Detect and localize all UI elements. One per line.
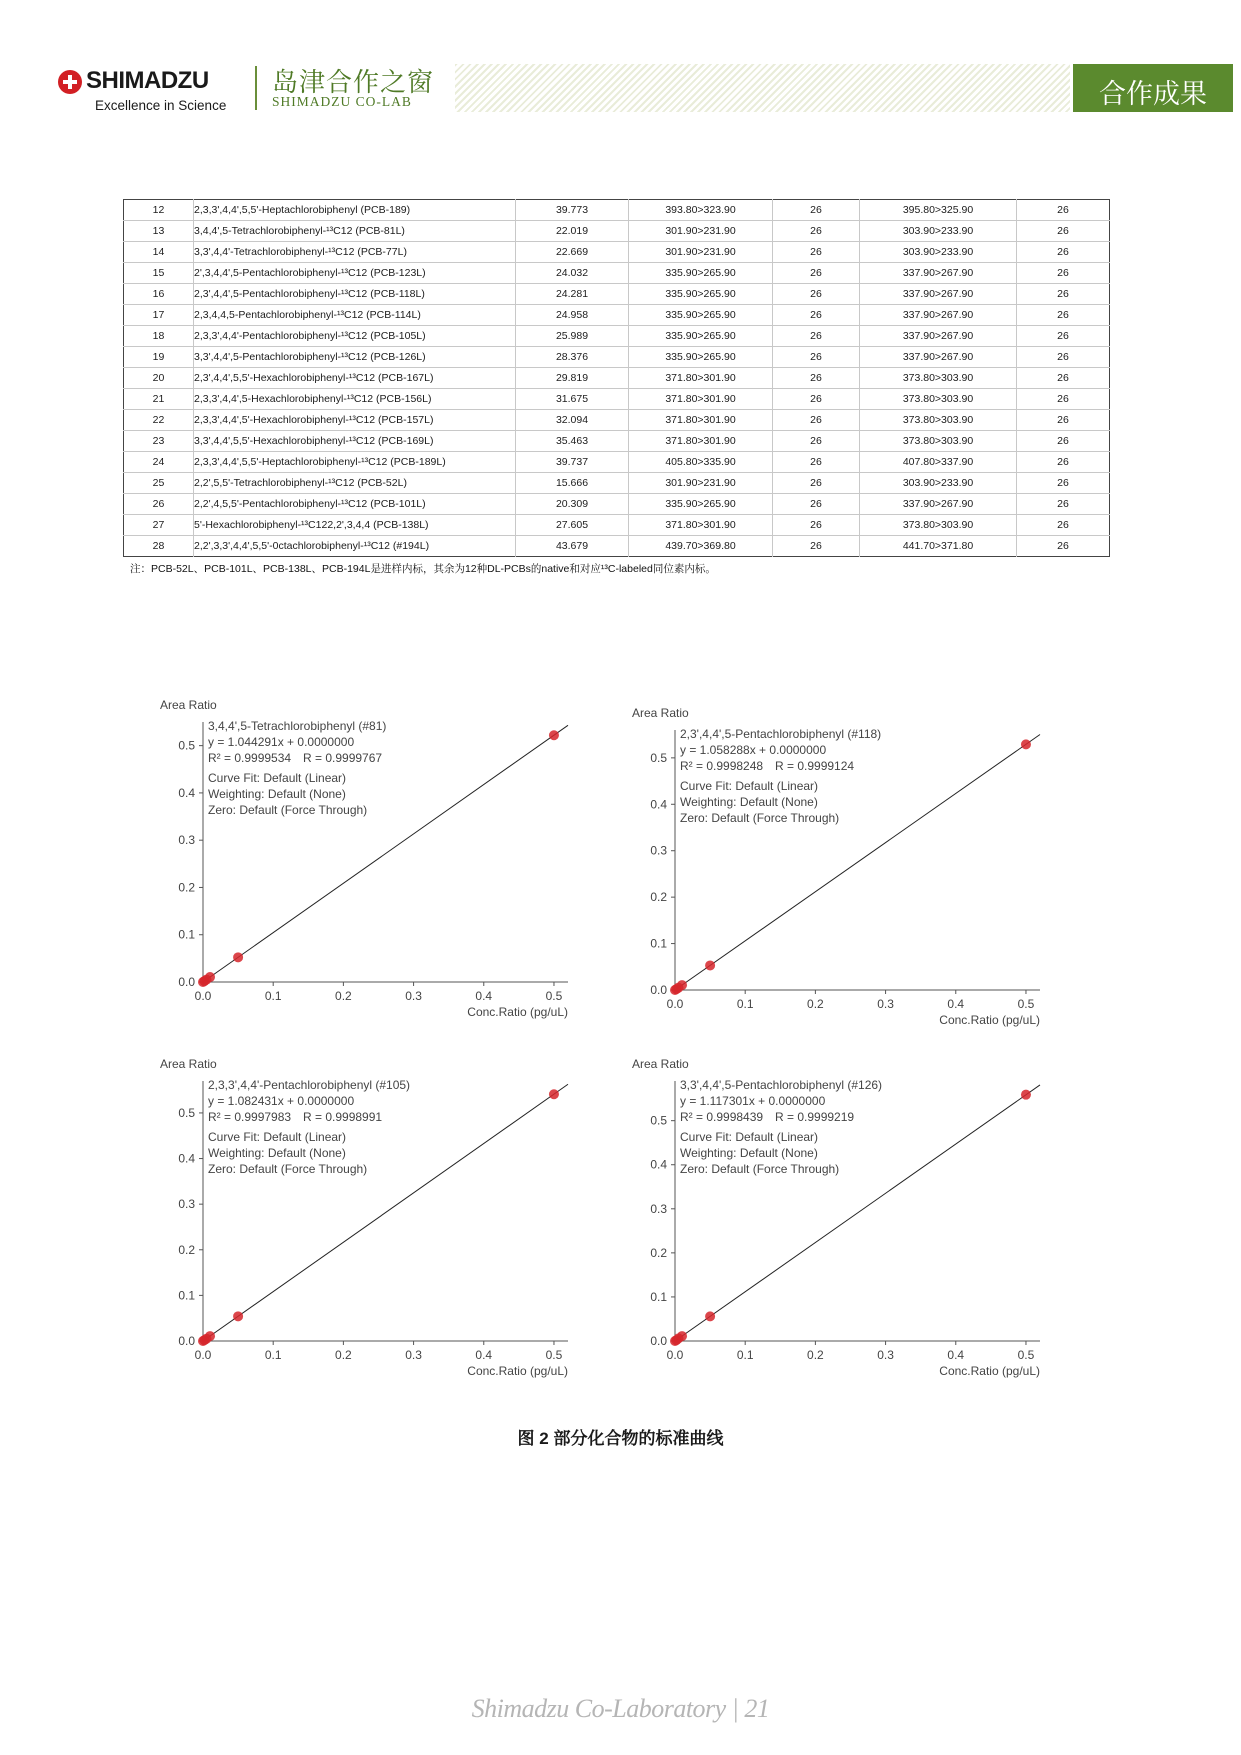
mrm-transition-2: 303.90>233.90 [860, 242, 1017, 263]
compound-name: 2,3,3',4,4'-Pentachlorobiphenyl-¹³C12 (PCB-105L) [194, 326, 516, 347]
compound-title: 2,3,3',4,4'-Pentachlorobiphenyl (#105) [208, 1078, 411, 1092]
x-axis-label: Conc.Ratio (pg/uL) [939, 1364, 1040, 1378]
r-value: R = 0.9999124 [775, 759, 855, 773]
brand-name: SHIMADZU [86, 67, 209, 94]
chart-svg [627, 1051, 1067, 1396]
y-tick-label: 0.2 [178, 880, 195, 895]
retention-time: 22.669 [516, 242, 629, 263]
y-axis-label: Area Ratio [632, 1057, 689, 1071]
collision-energy-2: 26 [1017, 431, 1110, 452]
y-tick-label: 0.0 [178, 1334, 195, 1348]
row-number: 23 [124, 431, 194, 452]
regression-equation: y = 1.082431x + 0.0000000 [208, 1094, 355, 1108]
colab-title-en: SHIMADZU CO-LAB [272, 94, 412, 109]
retention-time: 29.819 [516, 368, 629, 389]
y-tick-label: 0.5 [650, 750, 667, 765]
collision-energy-1: 26 [773, 515, 860, 536]
row-number: 19 [124, 347, 194, 368]
r-squared-value: R² = 0.9998248 [680, 759, 764, 773]
chart-svg [155, 1051, 595, 1396]
curve-fit-text: Curve Fit: Default (Linear) [208, 771, 347, 785]
mrm-transition-1: 335.90>265.90 [629, 284, 773, 305]
row-number: 28 [124, 536, 194, 557]
calibration-chart-pcb126 [627, 1051, 1067, 1396]
mrm-transition-2: 337.90>267.90 [860, 305, 1017, 326]
collision-energy-1: 26 [773, 494, 860, 515]
y-tick-label: 0.4 [178, 785, 195, 800]
collision-energy-1: 26 [773, 200, 860, 221]
curve-fit-text: Curve Fit: Default (Linear) [680, 779, 819, 793]
row-number: 13 [124, 221, 194, 242]
x-tick-label: 0.5 [545, 989, 563, 1003]
y-tick-label: 0.1 [178, 927, 195, 942]
zero-text: Zero: Default (Force Through) [680, 811, 840, 825]
retention-time: 39.773 [516, 200, 629, 221]
collision-energy-2: 26 [1017, 284, 1110, 305]
mrm-transition-2: 337.90>267.90 [860, 347, 1017, 368]
mrm-transition-2: 441.70>371.80 [860, 536, 1017, 557]
retention-time: 35.463 [516, 431, 629, 452]
retention-time: 31.675 [516, 389, 629, 410]
mrm-transition-2: 373.80>303.90 [860, 368, 1017, 389]
page-footer: Shimadzu Co-Laboratory | 21 [471, 1694, 770, 1723]
row-number: 24 [124, 452, 194, 473]
compound-name: 3,3',4,4'-Tetrachlorobiphenyl-¹³C12 (PCB-77L) [194, 242, 516, 263]
row-number: 26 [124, 494, 194, 515]
collision-energy-2: 26 [1017, 305, 1110, 326]
weighting-text: Weighting: Default (None) [680, 795, 818, 809]
data-point [705, 1311, 715, 1321]
row-number: 16 [124, 284, 194, 305]
collision-energy-2: 26 [1017, 368, 1110, 389]
compound-name: 5'-Hexachlorobiphenyl-¹³C122,2',3,4,4 (PCB-138L) [194, 515, 516, 536]
table-row [124, 473, 1110, 494]
mrm-transition-1: 335.90>265.90 [629, 326, 773, 347]
x-tick-label: 0.2 [807, 1348, 824, 1362]
compound-name: 2,2',5,5'-Tetrachlorobiphenyl-¹³C12 (PCB-52L) [194, 473, 516, 494]
r-value: R = 0.9999219 [775, 1110, 855, 1124]
collision-energy-1: 26 [773, 326, 860, 347]
table-row [124, 242, 1110, 263]
compound-title: 2,3',4,4',5-Pentachlorobiphenyl (#118) [680, 727, 882, 741]
mrm-transition-2: 373.80>303.90 [860, 431, 1017, 452]
mrm-transition-2: 373.80>303.90 [860, 410, 1017, 431]
data-point [1021, 1090, 1031, 1100]
table-row [124, 305, 1110, 326]
y-tick-label: 0.0 [178, 975, 195, 989]
mrm-transition-2: 337.90>267.90 [860, 263, 1017, 284]
mrm-transition-2: 337.90>267.90 [860, 494, 1017, 515]
mrm-transition-1: 371.80>301.90 [629, 431, 773, 452]
collision-energy-2: 26 [1017, 347, 1110, 368]
page-header [0, 56, 1241, 116]
retention-time: 27.605 [516, 515, 629, 536]
y-tick-label: 0.3 [178, 1197, 195, 1212]
table-row [124, 410, 1110, 431]
retention-time: 32.094 [516, 410, 629, 431]
mrm-transition-2: 395.80>325.90 [860, 200, 1017, 221]
table-row [124, 536, 1110, 557]
compound-name: 2,3,3',4,4',5-Hexachlorobiphenyl-¹³C12 (PCB-156L) [194, 389, 516, 410]
colab-title-cn: 岛津合作之窗 [272, 68, 435, 98]
y-tick-label: 0.5 [650, 1113, 667, 1128]
calibration-chart-pcb81 [155, 692, 595, 1037]
table-row [124, 326, 1110, 347]
mrm-transition-1: 301.90>231.90 [629, 221, 773, 242]
y-tick-label: 0.2 [650, 890, 667, 905]
data-point [233, 952, 243, 962]
mrm-transition-1: 335.90>265.90 [629, 494, 773, 515]
section-tab [1073, 64, 1233, 112]
r-value: R = 0.9999767 [303, 751, 383, 765]
compound-name: 3,3',4,4',5,5'-Hexachlorobiphenyl-¹³C12 (PCB-169L) [194, 431, 516, 452]
shimadzu-logo [58, 64, 248, 114]
mrm-transition-1: 335.90>265.90 [629, 305, 773, 326]
data-point [677, 1331, 687, 1341]
y-tick-label: 0.0 [650, 1334, 667, 1348]
x-axis-label: Conc.Ratio (pg/uL) [467, 1005, 568, 1019]
retention-time: 39.737 [516, 452, 629, 473]
y-tick-label: 0.1 [178, 1288, 195, 1303]
y-tick-label: 0.2 [650, 1245, 667, 1260]
collision-energy-2: 26 [1017, 242, 1110, 263]
header-divider [255, 66, 257, 110]
x-tick-label: 0.4 [475, 1348, 493, 1362]
retention-time: 22.019 [516, 221, 629, 242]
y-tick-label: 0.4 [650, 1157, 667, 1172]
mrm-transition-1: 393.80>323.90 [629, 200, 773, 221]
y-tick-label: 0.2 [178, 1242, 195, 1257]
table-note: 注：PCB-52L、PCB-101L、PCB-138L、PCB-194L是进样内标，其余为12种DL-PCBs的native和对应¹³C-labeled同位素内标。 [130, 563, 716, 575]
collision-energy-2: 26 [1017, 263, 1110, 284]
pcb-table-wrapper [123, 199, 1109, 557]
compound-name: 2,3,3',4,4',5,5'-Heptachlorobiphenyl-¹³C12 (PCB-189L) [194, 452, 516, 473]
chart-svg [155, 692, 595, 1037]
compound-title: 3,4,4',5-Tetrachlorobiphenyl (#81) [208, 719, 387, 733]
y-tick-label: 0.5 [178, 738, 195, 753]
mrm-transition-1: 371.80>301.90 [629, 368, 773, 389]
collision-energy-1: 26 [773, 473, 860, 494]
row-number: 22 [124, 410, 194, 431]
compound-name: 2',3,4,4',5-Pentachlorobiphenyl-¹³C12 (PCB-123L) [194, 263, 516, 284]
table-row [124, 368, 1110, 389]
mrm-transition-1: 335.90>265.90 [629, 263, 773, 284]
table-row [124, 347, 1110, 368]
data-point [205, 1331, 215, 1341]
collision-energy-1: 26 [773, 431, 860, 452]
x-tick-label: 0.0 [666, 997, 684, 1011]
compound-name: 2,3,4,4,5-Pentachlorobiphenyl-¹³C12 (PCB-114L) [194, 305, 516, 326]
collision-energy-2: 26 [1017, 410, 1110, 431]
collision-energy-2: 26 [1017, 221, 1110, 242]
collision-energy-2: 26 [1017, 326, 1110, 347]
data-point [705, 960, 715, 970]
table-row [124, 221, 1110, 242]
pcb-mrm-table [123, 199, 1110, 557]
mrm-transition-1: 439.70>369.80 [629, 536, 773, 557]
collision-energy-1: 26 [773, 242, 860, 263]
x-axis-label: Conc.Ratio (pg/uL) [939, 1013, 1040, 1027]
table-row [124, 452, 1110, 473]
mrm-transition-2: 303.90>233.90 [860, 221, 1017, 242]
x-tick-label: 0.5 [1017, 1348, 1035, 1362]
collision-energy-2: 26 [1017, 200, 1110, 221]
y-tick-label: 0.4 [650, 797, 667, 812]
y-tick-label: 0.3 [650, 843, 667, 858]
zero-text: Zero: Default (Force Through) [208, 803, 368, 817]
curve-fit-text: Curve Fit: Default (Linear) [680, 1130, 819, 1144]
y-axis-label: Area Ratio [160, 698, 217, 712]
r-value: R = 0.9998991 [303, 1110, 383, 1124]
y-axis-label: Area Ratio [160, 1057, 217, 1071]
y-tick-label: 0.1 [650, 936, 667, 951]
calibration-chart-pcb105 [155, 1051, 595, 1396]
retention-time: 24.032 [516, 263, 629, 284]
row-number: 15 [124, 263, 194, 284]
x-tick-label: 0.1 [736, 997, 754, 1011]
x-tick-label: 0.5 [1017, 997, 1035, 1011]
data-point [1021, 739, 1031, 749]
x-tick-label: 0.1 [264, 989, 282, 1003]
mrm-transition-1: 335.90>265.90 [629, 347, 773, 368]
weighting-text: Weighting: Default (None) [208, 1146, 346, 1160]
compound-name: 2,3',4,4',5,5'-Hexachlorobiphenyl-¹³C12 (PCB-167L) [194, 368, 516, 389]
x-axis-label: Conc.Ratio (pg/uL) [467, 1364, 568, 1378]
x-tick-label: 0.3 [405, 989, 422, 1003]
mrm-transition-1: 405.80>335.90 [629, 452, 773, 473]
row-number: 27 [124, 515, 194, 536]
data-point [549, 1089, 559, 1099]
mrm-transition-2: 373.80>303.90 [860, 515, 1017, 536]
table-row [124, 284, 1110, 305]
mrm-transition-1: 301.90>231.90 [629, 242, 773, 263]
collision-energy-1: 26 [773, 452, 860, 473]
regression-equation: y = 1.058288x + 0.0000000 [680, 743, 827, 757]
y-axis-label: Area Ratio [632, 706, 689, 720]
mrm-transition-2: 407.80>337.90 [860, 452, 1017, 473]
section-label: 合作成果 [1099, 79, 1207, 110]
data-point [205, 972, 215, 982]
y-tick-label: 0.1 [650, 1289, 667, 1304]
x-tick-label: 0.0 [666, 1348, 684, 1362]
table-row [124, 263, 1110, 284]
collision-energy-2: 26 [1017, 452, 1110, 473]
row-number: 12 [124, 200, 194, 221]
x-tick-label: 0.3 [405, 1348, 422, 1362]
collision-energy-1: 26 [773, 389, 860, 410]
collision-energy-1: 26 [773, 536, 860, 557]
collision-energy-1: 26 [773, 263, 860, 284]
collision-energy-1: 26 [773, 284, 860, 305]
data-point [233, 1311, 243, 1321]
x-tick-label: 0.1 [264, 1348, 282, 1362]
retention-time: 28.376 [516, 347, 629, 368]
retention-time: 43.679 [516, 536, 629, 557]
x-tick-label: 0.4 [947, 1348, 965, 1362]
chart-svg [627, 700, 1067, 1045]
row-number: 25 [124, 473, 194, 494]
mrm-transition-1: 301.90>231.90 [629, 473, 773, 494]
mrm-transition-1: 371.80>301.90 [629, 515, 773, 536]
collision-energy-1: 26 [773, 368, 860, 389]
mrm-transition-2: 303.90>233.90 [860, 473, 1017, 494]
zero-text: Zero: Default (Force Through) [680, 1162, 840, 1176]
x-tick-label: 0.3 [877, 997, 894, 1011]
regression-equation: y = 1.044291x + 0.0000000 [208, 735, 355, 749]
collision-energy-1: 26 [773, 305, 860, 326]
data-point [677, 980, 687, 990]
retention-time: 24.958 [516, 305, 629, 326]
retention-time: 25.989 [516, 326, 629, 347]
mrm-transition-1: 371.80>301.90 [629, 389, 773, 410]
compound-name: 3,4,4',5-Tetrachlorobiphenyl-¹³C12 (PCB-81L) [194, 221, 516, 242]
collision-energy-2: 26 [1017, 389, 1110, 410]
collision-energy-2: 26 [1057, 540, 1069, 552]
calibration-chart-pcb118 [627, 700, 1067, 1045]
y-tick-label: 0.5 [178, 1105, 195, 1120]
compound-name: 2,2',4,5,5'-Pentachlorobiphenyl-¹³C12 (PCB-101L) [194, 494, 516, 515]
collision-energy-1: 26 [773, 347, 860, 368]
x-tick-label: 0.1 [736, 1348, 754, 1362]
collision-energy-1: 26 [773, 221, 860, 242]
x-tick-label: 0.2 [335, 989, 352, 1003]
r-squared-value: R² = 0.9999534 [208, 751, 292, 765]
r-squared-value: R² = 0.9997983 [208, 1110, 292, 1124]
x-tick-label: 0.5 [545, 1348, 563, 1362]
compound-name: 2,3,3',4,4',5'-Hexachlorobiphenyl-¹³C12 (PCB-157L) [194, 410, 516, 431]
table-row [124, 389, 1110, 410]
x-tick-label: 0.3 [877, 1348, 894, 1362]
x-tick-label: 0.2 [335, 1348, 352, 1362]
collision-energy-2: 26 [1017, 473, 1110, 494]
brand-tagline: Excellence in Science [95, 98, 227, 113]
y-tick-label: 0.3 [650, 1201, 667, 1216]
retention-time: 20.309 [516, 494, 629, 515]
y-tick-label: 0.4 [178, 1151, 195, 1166]
collision-energy-2: 26 [1017, 515, 1110, 536]
x-tick-label: 0.0 [194, 1348, 212, 1362]
y-tick-label: 0.0 [650, 983, 667, 997]
mrm-transition-2: 373.80>303.90 [860, 389, 1017, 410]
row-number: 20 [124, 368, 194, 389]
retention-time: 15.666 [516, 473, 629, 494]
r-squared-value: R² = 0.9998439 [680, 1110, 764, 1124]
mrm-transition-2: 337.90>267.90 [860, 326, 1017, 347]
y-tick-label: 0.3 [178, 833, 195, 848]
regression-equation: y = 1.117301x + 0.0000000 [680, 1094, 826, 1108]
row-number: 21 [124, 389, 194, 410]
table-row [124, 515, 1110, 536]
mrm-transition-1: 371.80>301.90 [629, 410, 773, 431]
weighting-text: Weighting: Default (None) [208, 787, 346, 801]
data-point [549, 730, 559, 740]
row-number: 14 [124, 242, 194, 263]
compound-name: 3,3',4,4',5-Pentachlorobiphenyl-¹³C12 (PCB-126L) [194, 347, 516, 368]
compound-name: 2,2',3,3',4,4',5,5'-0ctachlorobiphenyl-¹³C12 (#194L) [194, 536, 516, 557]
x-tick-label: 0.0 [194, 989, 212, 1003]
mrm-transition-2: 337.90>267.90 [860, 284, 1017, 305]
row-number: 18 [124, 326, 194, 347]
zero-text: Zero: Default (Force Through) [208, 1162, 368, 1176]
retention-time: 24.281 [516, 284, 629, 305]
weighting-text: Weighting: Default (None) [680, 1146, 818, 1160]
compound-title: 3,3',4,4',5-Pentachlorobiphenyl (#126) [680, 1078, 883, 1092]
x-tick-label: 0.2 [807, 997, 824, 1011]
header-stripe [455, 64, 1070, 112]
compound-name: 2,3',4,4',5-Pentachlorobiphenyl-¹³C12 (PCB-118L) [194, 284, 516, 305]
figure-caption: 图 2 部分化合物的标准曲线 [517, 1429, 724, 1448]
collision-energy-2: 26 [1017, 494, 1110, 515]
row-number: 17 [124, 305, 194, 326]
curve-fit-text: Curve Fit: Default (Linear) [208, 1130, 347, 1144]
compound-name: 2,3,3',4,4',5,5'-Heptachlorobiphenyl (PCB-189) [194, 200, 516, 221]
table-row [124, 494, 1110, 515]
x-tick-label: 0.4 [475, 989, 493, 1003]
table-row [124, 431, 1110, 452]
x-tick-label: 0.4 [947, 997, 965, 1011]
collision-energy-1: 26 [773, 410, 860, 431]
table-row [124, 200, 1110, 221]
shimadzu-emblem-icon [58, 70, 82, 94]
